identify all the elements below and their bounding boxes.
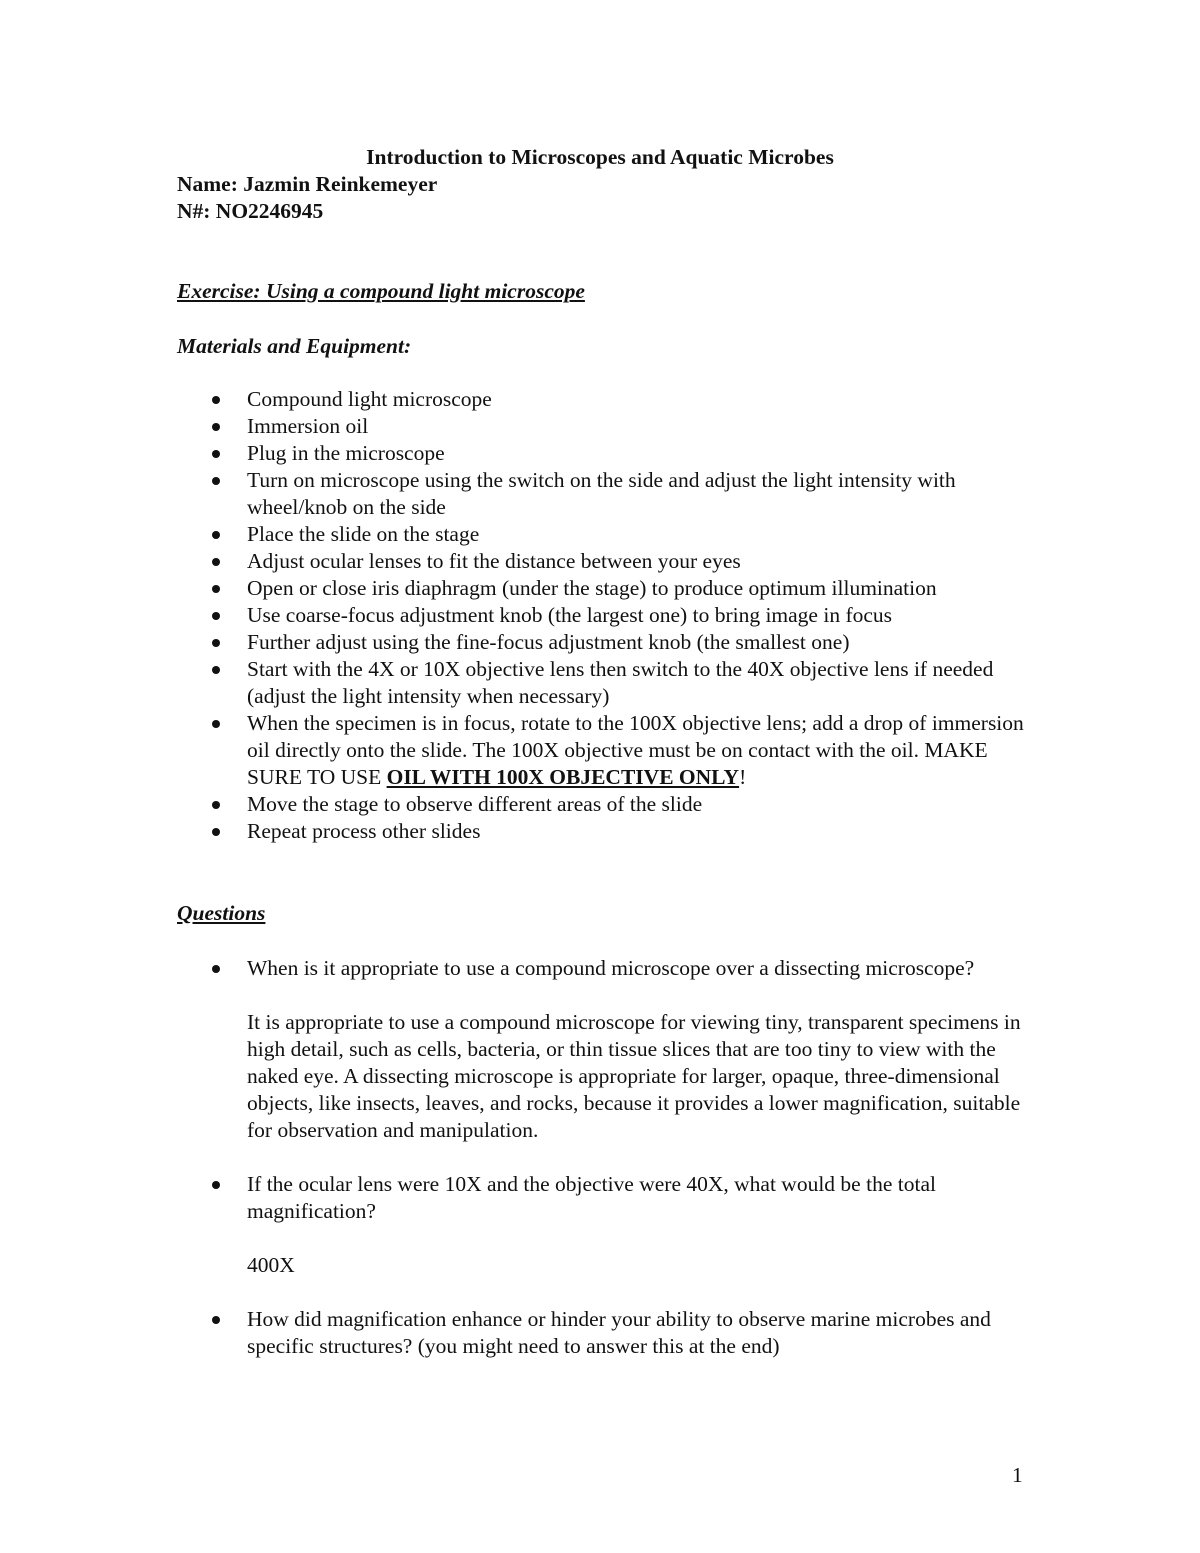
question-text: How did magnification enhance or hinder your ability to observe marine microbes and specific structures? (you might need to answer this at the end) xyxy=(247,1307,991,1358)
list-item-text: Further adjust using the fine-focus adjustment knob (the smallest one) xyxy=(247,630,850,654)
oil-step-text: When the specimen is in focus, rotate to the 100X objective lens; add a drop of immersion oil directly onto the slide. The 100X objective must be on contact with the oil. MAKE SURE TO USE xyxy=(247,711,1024,789)
list-item-text: Turn on microscope using the switch on the side and adjust the light intensity with wheel/knob on the side xyxy=(247,468,956,519)
questions-list xyxy=(247,955,1047,1387)
bullet-icon xyxy=(212,965,220,973)
list-item xyxy=(247,602,1047,629)
bullet-icon xyxy=(212,396,220,404)
bullet-icon xyxy=(212,1181,220,1189)
list-item-text: Use coarse-focus adjustment knob (the largest one) to bring image in focus xyxy=(247,603,893,627)
bullet-icon xyxy=(212,450,220,458)
bullet-icon xyxy=(212,423,220,431)
question-item xyxy=(247,955,1047,1144)
bullet-icon xyxy=(212,558,220,566)
questions-heading: Questions xyxy=(177,901,266,925)
list-item-text: Repeat process other slides xyxy=(247,819,481,843)
list-item-text: Open or close iris diaphragm (under the stage) to produce optimum illumination xyxy=(247,576,937,600)
oil-warning-emphasis: OIL WITH 100X OBJECTIVE ONLY xyxy=(386,765,740,789)
list-item xyxy=(247,791,1047,818)
list-item xyxy=(247,818,1047,845)
list-item xyxy=(247,467,1047,521)
question-text: When is it appropriate to use a compound microscope over a dissecting microscope? xyxy=(247,956,975,980)
list-item-text: Adjust ocular lenses to fit the distance between your eyes xyxy=(247,549,741,573)
bullet-icon xyxy=(212,612,220,620)
bullet-icon xyxy=(212,801,220,809)
answer-text: It is appropriate to use a compound microscope for viewing tiny, transparent specimens in high detail, such as cells, bacteria, or thin tissue slices that are too tiny to view with the naked eye. A dissecting microscope is appropriate for larger, opaque, three-dimensional objects, like insects, leaves, and rocks, because it provides a lower magnification, suitable for observation and manipulation. xyxy=(247,1010,1021,1142)
student-name: Name: Jazmin Reinkemeyer xyxy=(177,172,438,196)
list-item xyxy=(247,521,1047,548)
exercise-heading: Exercise: Using a compound light microscope xyxy=(177,279,585,303)
page-number: 1 xyxy=(1012,1463,1023,1487)
question-item xyxy=(247,1171,1047,1279)
list-item-text: Plug in the microscope xyxy=(247,441,445,465)
list-item-text: Move the stage to observe different areas of the slide xyxy=(247,792,703,816)
bullet-icon xyxy=(212,639,220,647)
list-item-text: Start with the 4X or 10X objective lens then switch to the 40X objective lens if needed (adjust the light intensity when necessary) xyxy=(247,657,994,708)
question-text: If the ocular lens were 10X and the objective were 40X, what would be the total magnification? xyxy=(247,1172,936,1223)
list-item xyxy=(247,629,1047,656)
document-title: Introduction to Microscopes and Aquatic Microbes xyxy=(366,145,834,169)
materials-heading: Materials and Equipment: xyxy=(177,334,412,358)
bullet-icon xyxy=(212,666,220,674)
list-item xyxy=(247,656,1047,710)
list-item xyxy=(247,575,1047,602)
list-item-oil-warning xyxy=(247,710,1047,791)
list-item xyxy=(247,413,1047,440)
question-item xyxy=(247,1306,1047,1360)
list-item-text: Immersion oil xyxy=(247,414,369,438)
bullet-icon xyxy=(212,585,220,593)
list-item-text: Compound light microscope xyxy=(247,387,492,411)
bullet-icon xyxy=(212,477,220,485)
oil-warning-suffix: ! xyxy=(739,765,747,789)
list-item xyxy=(247,440,1047,467)
answer-text: 400X xyxy=(247,1253,295,1277)
bullet-icon xyxy=(212,720,220,728)
bullet-icon xyxy=(212,531,220,539)
bullet-icon xyxy=(212,1316,220,1324)
list-item-text: Place the slide on the stage xyxy=(247,522,480,546)
list-item xyxy=(247,548,1047,575)
bullet-icon xyxy=(212,828,220,836)
list-item xyxy=(247,386,1047,413)
student-id: N#: NO2246945 xyxy=(177,199,324,223)
procedure-list xyxy=(247,386,1047,845)
